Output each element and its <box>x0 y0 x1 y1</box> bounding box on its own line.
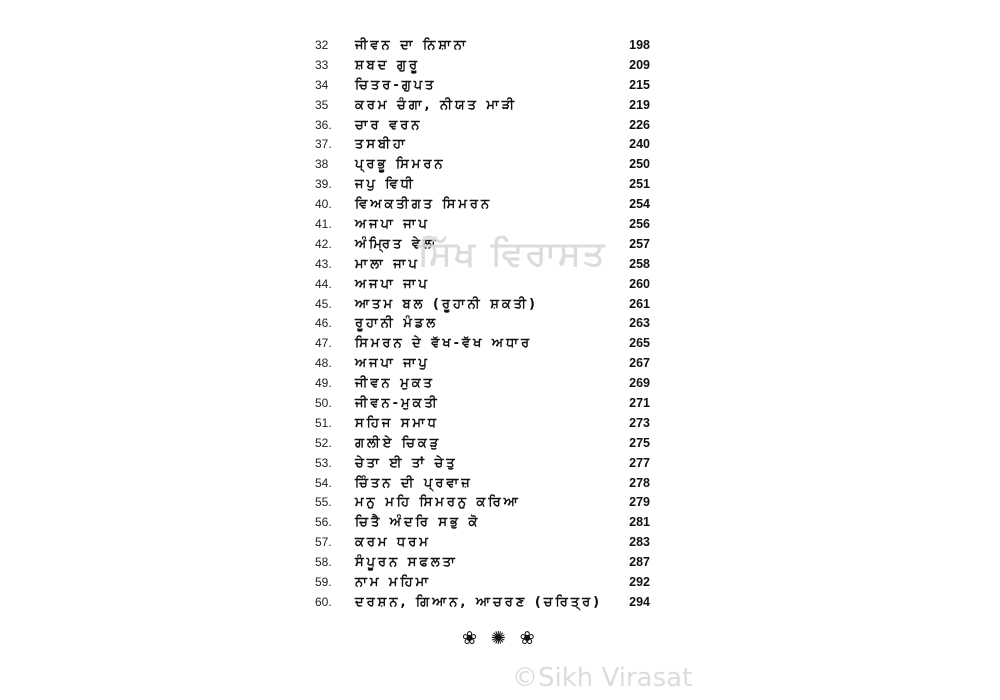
page-number: 240 <box>629 137 650 152</box>
toc-entry <box>300 513 660 533</box>
chapter-title: ਮਾਲਾ ਜਾਪ <box>355 256 420 272</box>
toc-entry <box>300 135 660 155</box>
chapter-title: ਜੀਵਨ ਮੁਕਤ <box>355 376 435 392</box>
chapter-number: 51. <box>315 415 332 430</box>
chapter-number: 45. <box>315 296 332 311</box>
toc-entry <box>300 474 660 494</box>
chapter-title: ਚੇਤਾ ਈ ਤਾਂ ਚੇਤੁ <box>355 455 458 471</box>
page-number: 250 <box>629 157 650 172</box>
toc-entry <box>300 374 660 394</box>
chapter-title: ਸੰਪੂਰਨ ਸਫਲਤਾ <box>355 555 458 571</box>
chapter-title: ਚਿੰਤਨ ਦੀ ਪ੍ਰਵਾਜ਼ <box>355 475 473 491</box>
page-number: 256 <box>629 217 650 232</box>
toc-entry <box>300 553 660 573</box>
chapter-number: 37. <box>315 137 332 152</box>
chapter-number: 49. <box>315 376 332 391</box>
chapter-title: ਗਲੀਏ ਚਿਕੜੁ <box>355 435 442 451</box>
page-number: 269 <box>629 376 650 391</box>
chapter-title: ਰੂਹਾਨੀ ਮੰਡਲ <box>355 316 439 332</box>
page-number: 254 <box>629 197 650 212</box>
chapter-title: ਚਿਤਰ-ਗੁਪਤ <box>355 77 437 93</box>
chapter-number: 55. <box>315 495 332 510</box>
page-number: 198 <box>629 38 650 52</box>
chapter-number: 52. <box>315 435 332 450</box>
page-number: 277 <box>629 455 650 470</box>
chapter-number: 39. <box>315 177 332 192</box>
page-number: 294 <box>629 594 650 609</box>
chapter-title: ਵਿਅਕਤੀਗਤ ਸਿਮਰਨ <box>355 197 493 213</box>
chapter-title: ਕਰਮ ਧਰਮ <box>355 535 431 551</box>
chapter-title: ਮਨੁ ਮਹਿ ਸਿਮਰਨੁ ਕਰਿਆ <box>355 495 521 511</box>
toc-entry <box>300 533 660 553</box>
page-number: 278 <box>629 475 650 490</box>
chapter-number: 40. <box>315 197 332 212</box>
toc-entry <box>300 215 660 235</box>
chapter-number: 59. <box>315 575 332 590</box>
toc-entry <box>300 593 660 613</box>
chapter-title: ਸਿਮਰਨ ਦੇ ਵੱਖ-ਵੱਖ ਅਧਾਰ <box>355 336 533 352</box>
page-number: 226 <box>629 117 650 132</box>
watermark-center: ਸਿੱਖ ਵਿਰਾਸਤ <box>418 234 607 274</box>
toc-entry <box>300 36 660 56</box>
page-number: 219 <box>629 97 650 112</box>
watermark-copyright: ©Sikh Virasat <box>512 663 693 693</box>
toc-entry <box>300 295 660 315</box>
page-number: 292 <box>629 575 650 590</box>
page-number: 261 <box>629 296 650 311</box>
page-number: 281 <box>629 515 650 530</box>
toc-entry <box>300 573 660 593</box>
chapter-title: ਜਪੁ ਵਿਧੀ <box>355 177 416 193</box>
chapter-title: ਅੰਮ੍ਰਿਤ ਵੇਲਾ <box>355 236 439 252</box>
page-number: 287 <box>629 555 650 570</box>
chapter-title: ਨਾਮ ਮਹਿਮਾ <box>355 575 431 591</box>
chapter-title: ਕਰਮ ਚੰਗਾ, ਨੀਯਤ ਮਾੜੀ <box>355 97 518 113</box>
chapter-number: 53. <box>315 455 332 470</box>
page-number: 215 <box>629 77 650 92</box>
chapter-number: 58. <box>315 555 332 570</box>
chapter-number: 50. <box>315 396 332 411</box>
toc-entry <box>300 454 660 474</box>
chapter-number: 56. <box>315 515 332 530</box>
chapter-number: 46. <box>315 316 332 331</box>
page-number: 275 <box>629 435 650 450</box>
chapter-title: ਚਿਤੈ ਅੰਦਰਿ ਸਭੁ ਕੋ <box>355 515 481 531</box>
toc-entry <box>300 414 660 434</box>
page-number: 265 <box>629 336 650 351</box>
chapter-number: 43. <box>315 256 332 271</box>
page-number: 258 <box>629 256 650 271</box>
toc-entry <box>300 275 660 295</box>
table-of-contents <box>300 36 660 613</box>
page-number: 283 <box>629 535 650 550</box>
toc-entry <box>300 195 660 215</box>
toc-entry <box>300 434 660 454</box>
chapter-number: 54. <box>315 475 332 490</box>
chapter-number: 48. <box>315 356 332 371</box>
toc-entry <box>300 56 660 76</box>
chapter-title: ਪ੍ਰਭੂ ਸਿਮਰਨ <box>355 157 446 173</box>
chapter-title: ਅਜਪਾ ਜਾਪ <box>355 276 430 292</box>
chapter-title: ਸਹਿਜ ਸਮਾਧ <box>355 415 439 431</box>
chapter-number: 32 <box>315 38 329 52</box>
chapter-title: ਜੀਵਨ-ਮੁਕਤੀ <box>355 396 440 412</box>
chapter-title: ਆਤਮ ਬਲ (ਰੂਹਾਨੀ ਸ਼ਕਤੀ) <box>355 296 538 312</box>
chapter-number: 47. <box>315 336 332 351</box>
page-number: 257 <box>629 236 650 251</box>
page-number: 263 <box>629 316 650 331</box>
chapter-number: 42. <box>315 236 332 251</box>
toc-entry <box>300 314 660 334</box>
page-number: 251 <box>629 177 650 192</box>
toc-entry <box>300 96 660 116</box>
chapter-number: 33 <box>315 57 329 72</box>
chapter-title: ਅਜਪਾ ਜਾਪ <box>355 217 430 233</box>
page-number: 209 <box>629 57 650 72</box>
chapter-number: 60. <box>315 594 332 609</box>
toc-entry <box>300 394 660 414</box>
toc-entry <box>300 493 660 513</box>
toc-entry <box>300 354 660 374</box>
page-number: 260 <box>629 276 650 291</box>
chapter-number: 41. <box>315 217 332 232</box>
chapter-number: 36. <box>315 117 332 132</box>
chapter-number: 57. <box>315 535 332 550</box>
end-ornament: ❀ ✺ ❀ <box>462 628 539 649</box>
toc-entry <box>300 175 660 195</box>
chapter-number: 35 <box>315 97 329 112</box>
chapter-number: 34 <box>315 77 329 92</box>
toc-entry <box>300 334 660 354</box>
chapter-title: ਚਾਰ ਵਰਨ <box>355 117 423 133</box>
toc-entry <box>300 116 660 136</box>
toc-entry <box>300 155 660 175</box>
chapter-title: ਜੀਵਨ ਦਾ ਨਿਸ਼ਾਨਾ <box>355 38 469 53</box>
page-number: 267 <box>629 356 650 371</box>
page-number: 271 <box>629 396 650 411</box>
chapter-title: ਤਸਬੀਹਾ <box>355 137 408 153</box>
chapter-number: 38 <box>315 157 329 172</box>
toc-entry <box>300 76 660 96</box>
chapter-title: ਦਰਸ਼ਨ, ਗਿਆਨ, ਆਚਰਣ (ਚਰਿਤ੍ਰ) <box>355 594 603 610</box>
page-number: 273 <box>629 415 650 430</box>
page-number: 279 <box>629 495 650 510</box>
chapter-title: ਅਜਪਾ ਜਾਪੁ <box>355 356 430 372</box>
chapter-title: ਸ਼ਬਦ ਗੁਰੂ <box>355 57 421 73</box>
chapter-number: 44. <box>315 276 332 291</box>
